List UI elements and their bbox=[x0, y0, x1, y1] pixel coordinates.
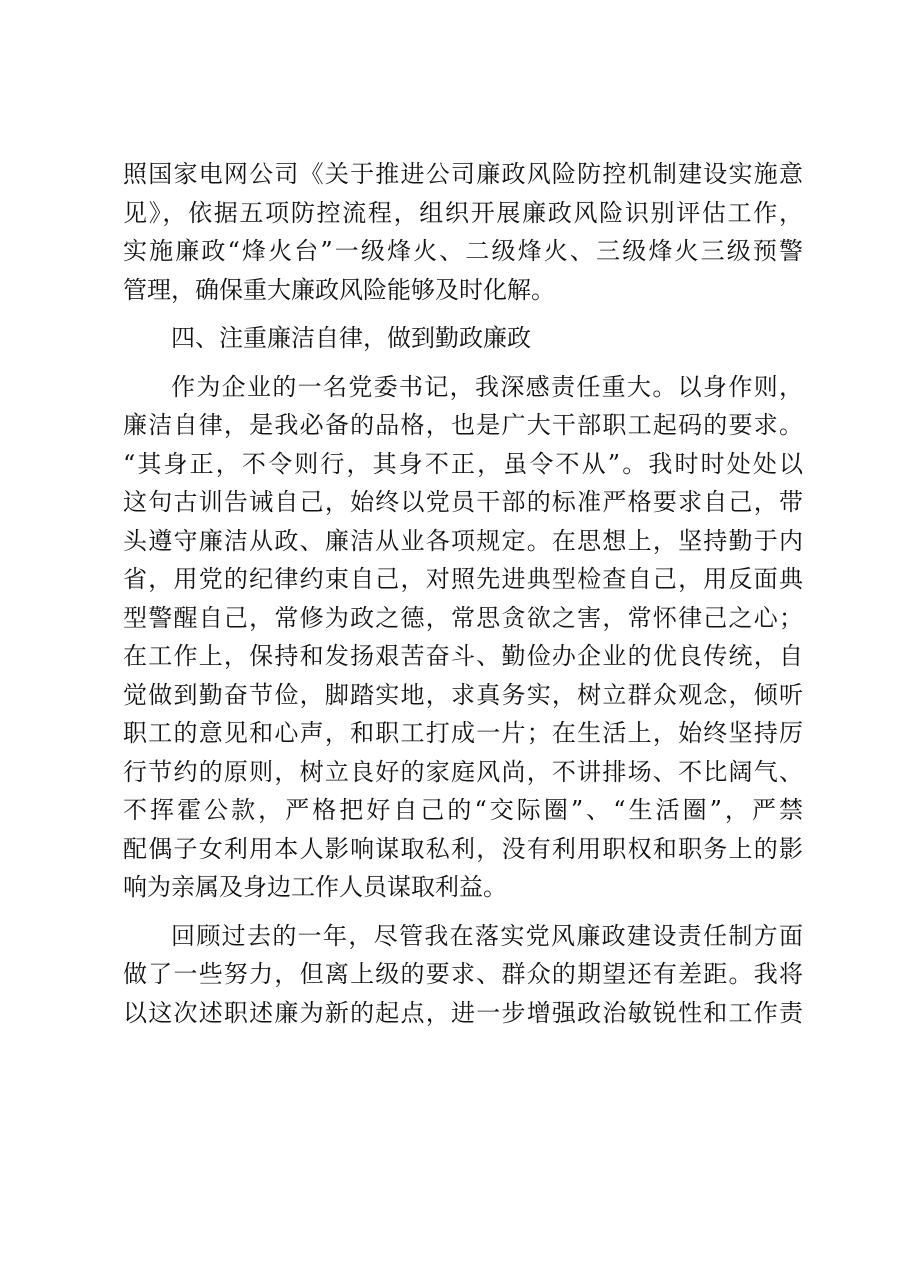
text-line: “其身正，不令则行，其身不正，虽令不从”。我时时处处以 bbox=[123, 449, 803, 478]
text-line: 在工作上，保持和发扬艰苦奋斗、勤俭办企业的优良传统，自 bbox=[123, 642, 803, 670]
document-body bbox=[123, 155, 803, 1032]
text-line: 型警醒自己，常修为政之德，常思贪欲之害，常怀律己之心； bbox=[123, 603, 803, 632]
section-heading: 四、注重廉洁自律，做到勤政廉政 bbox=[171, 324, 531, 352]
text-line: 实施廉政“烽火台”一级烽火、二级烽火、三级烽火三级预警 bbox=[123, 237, 803, 265]
text-line: 省，用党的纪律约束自己，对照先进典型检查自己，用反面典 bbox=[123, 565, 803, 593]
paragraph-1 bbox=[123, 155, 803, 309]
text-line: 回顾过去的一年，尽管我在落实党风廉政建设责任制方面 bbox=[171, 921, 803, 950]
text-line: 觉做到勤奋节俭，脚踏实地，求真务实，树立群众观念，倾听 bbox=[123, 680, 803, 709]
text-line: 不挥霍公款，严格把好自己的“交际圈”、“生活圈”，严禁 bbox=[123, 796, 803, 824]
paragraph-3 bbox=[123, 917, 803, 1033]
text-line: 见》，依据五项防控流程，组织开展廉政风险识别评估工作， bbox=[123, 198, 803, 227]
text-line: 响为亲属及身边工作人员谋取利益。 bbox=[123, 873, 507, 901]
text-line: 这句古训告诫自己，始终以党员干部的标准严格要求自己，带 bbox=[123, 488, 803, 516]
text-line: 作为企业的一名党委书记，我深感责任重大。以身作则， bbox=[171, 372, 803, 401]
paragraph-2 bbox=[123, 368, 803, 907]
paragraph-gap bbox=[123, 907, 803, 917]
text-line: 配偶子女利用本人影响谋取私利，没有利用职权和职务上的影 bbox=[123, 834, 803, 863]
paragraph-gap bbox=[123, 309, 803, 319]
text-line: 照国家电网公司《关于推进公司廉政风险防控机制建设实施意 bbox=[123, 160, 803, 188]
text-line: 以这次述职述廉为新的起点，进一步增强政治敏锐性和工作责 bbox=[123, 998, 803, 1027]
text-line: 行节约的原则，树立良好的家庭风尚，不讲排场、不比阔气、 bbox=[123, 757, 803, 786]
text-line: 做了一些努力，但离上级的要求、群众的期望还有差距。我将 bbox=[123, 960, 803, 988]
text-line: 廉洁自律，是我必备的品格，也是广大干部职工起码的要求。 bbox=[123, 411, 803, 439]
text-line: 职工的意见和心声，和职工打成一片；在生活上，始终坚持厉 bbox=[123, 719, 803, 747]
text-line: 管理，确保重大廉政风险能够及时化解。 bbox=[123, 275, 555, 304]
text-line: 头遵守廉洁从政、廉洁从业各项规定。在思想上，坚持勤于内 bbox=[123, 526, 803, 555]
paragraph-gap bbox=[123, 358, 803, 368]
